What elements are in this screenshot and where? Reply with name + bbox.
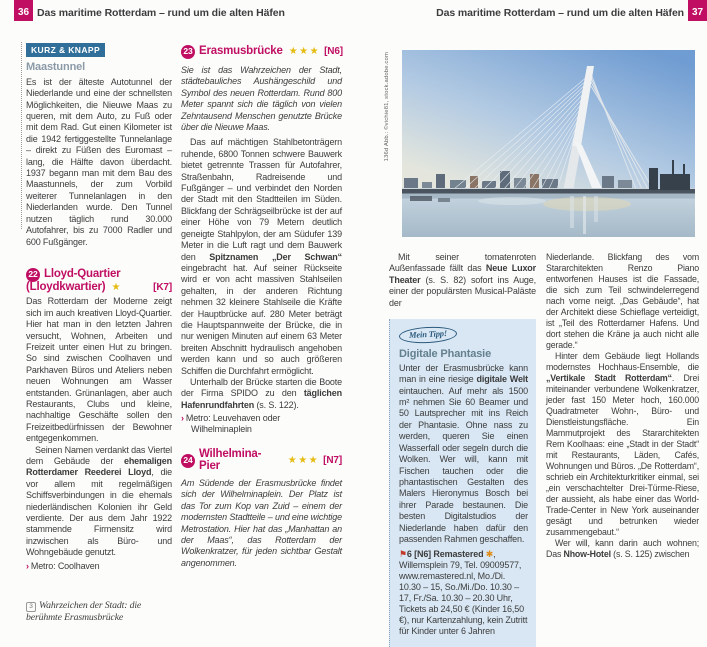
erasmus-bridge-photo (402, 50, 695, 237)
lloyd-paragraph-2: Seinen Namen verdankt das Viertel dem Gebäude der ehemaligen Rotterdamer Reederei Lloyd, die vor allem mit regelmäßigen Schiffsverbindungen in die ehemals niederländischen Kolonien ihr Geld verdiente. Der aus dem Jahr 1922 stammende Firmensitz wird inzwischen als Büro- und Wohngebäude genutzt. (26, 444, 173, 558)
star-rating: ★★★ (288, 46, 321, 58)
erasmus-intro: Sie ist das Wahrzeichen der Stadt, städtebauliches Aushängeschild und Symbol des neuen Rotterdam. Rund 800 Meter spannt sich die täglich von vielen Zehntausend Menschen genutzte Brücke über die Nieuwe Maas. (181, 65, 342, 133)
photo-caption-text: Wahrzeichen der Stadt: die berühmte Erasmusbrücke (26, 599, 142, 624)
photo-credit: 136d Abb.: ©vichie81, stock.adobe.com (384, 52, 390, 162)
section-title: Wilhelmina-Pier (199, 448, 262, 472)
rotterdam-paragraph-3: Wer will, kann darin auch wohnen; Das Nhow-Hotel (s. S. 125) zwischen (546, 538, 699, 559)
metro-line (26, 561, 172, 572)
section-wilhelmina-pier (181, 449, 342, 472)
column-left (26, 40, 172, 625)
mein-tipp-badge: Mein Tipp! (399, 326, 458, 345)
column-right-outer (546, 252, 699, 560)
section-erasmusbruecke (181, 45, 342, 59)
section-title: Erasmusbrücke (199, 45, 283, 58)
running-head-right: Das maritime Rotterdam – rund um die alten Häfen (436, 7, 684, 19)
metro-text: Metro: Coolhaven (30, 560, 100, 571)
star-rating: ★ (111, 281, 122, 293)
section-subtitle: (Lloydkwartier) (26, 280, 106, 293)
tip-box (389, 319, 536, 647)
tip-title: Digitale Phantasie (399, 348, 492, 361)
metro-text: Metro: Leuvehaven oder Wilhelminaplein (185, 413, 281, 435)
arrow-icon: › (181, 413, 184, 424)
photo-caption (26, 600, 166, 625)
arrow-icon: › (26, 560, 29, 571)
lloyd-paragraph-1: Das Rotterdam der Moderne zeigt sich im auch kreativen Lloyd-Quartier. Hier hat man in den letzten Jahren versucht, Wohnen, Arbeiten und Freizeit unter einen Hut zu bringen. So sind zwischen Coolhaven und Parkhaven Büros und Ateliers neben neuen Wohnungen am Wasser entstanden. Grünanlagen, aber auch Restaurants, Clubs und kleine, nachhaltige Geschäfte sollen den Freizeitbedürfnissen der Bewohner entgegenkommen. (26, 296, 172, 444)
map-grid-ref: [K7] (153, 281, 172, 293)
erasmus-paragraph-1: Das auf mächtigen Stahlbetonträgern ruhende, 6800 Tonnen schwere Bauwerk bietet getrennte Trassen für Autofahrer, Straßenbahn, Radreisende und Fußgänger – und verbindet den Norden der Stadt mit den Stadtteilen im Süden. Blickfang der Schrägseilbrücke ist der auf einer Höhe von 79 Metern deutlich geneigte Stahlpylon, der am Südufer 139 Meter in die Luft ragt und dem Bauwerk den Spitznamen „Der Schwan“ eingebracht hat. Auf seiner Rückseite wird er von acht massiven Stahlseilen gehalten, in der anderen Richtung nehmen 32 kleinere Stahlseile die Kräfte der Hauptbrücke auf. 280 Meter beträgt die Hauptspannweite der Brücke, die in nur wenigen Minuten auf einem 63 Meter breiten Abschnitt hydraulisch angehoben werden kann und so auch größeren Schiffen die Durchfahrt ermöglicht. (181, 137, 342, 376)
page-number-right: 37 (688, 0, 707, 21)
page-number-left: 36 (14, 0, 33, 21)
tip-info: ⚑6 [N6] Remastered ✱, Willemsplein 79, Tel. 09009577, www.remastered.nl, Mo./Di. 10.30 – 15, So./Mi./Do. 10.30 – 17, Fr./Sa. 10.30 – 20.30 Uhr, Tickets ab 24,50 € (Kinder 16,50 €), nur Kartenzahlung, kein Zutritt für Kinder unter 6 Jahren (399, 549, 528, 637)
metro-line (181, 413, 342, 435)
wilhelmina-intro: Am Südende der Erasmusbrücke findet sich der Wilhelminaplein. Der Platz ist das Tor zum Kop van Zuid – einem der modernsten Stadtteile – und eine wichtige Metrostation. Hier hat das „Manhattan an der Maas“, das Rotterdam der Wolkenkratzer, für jeden sichtbar Gestalt angenommen. (181, 478, 342, 568)
column-middle (181, 40, 342, 569)
luxor-paragraph: Mit seiner tomatenroten Außenfassade fällt das Neue Luxor Theater (s. S. 82) sofort ins Auge, einer der populärsten Musical-Paläste der (389, 252, 536, 308)
poi-number-badge: 24 (181, 454, 195, 468)
dotted-rule (21, 42, 22, 229)
tip-body: Unter der Erasmusbrücke kann man in eine riesige digitale Welt eintauchen. Auf mehr als 1500 m² nehmen Sie 60 Beamer und 50 Lautsprecher mit ins Reich der Phantasie. Ohne nass zu werden, queren Sie einen Wasserfall oder segeln durch die Wolken. Wer will, kann mit Fischen tauchen oder die phantastischen Gestalten des Malers Hieronymus Bosch bei ihrer Parade bestaunen. Die besten Digitalstudios der Niederlande haben dafür den passenden Rahmen geschaffen. (399, 362, 529, 544)
column-right-inner (389, 252, 536, 647)
tip-star-icon: ✱ (483, 549, 494, 560)
poi-number-badge: 23 (181, 45, 195, 59)
section-lloyd-quartier (26, 268, 172, 293)
poi-number-badge: 22 (26, 268, 40, 282)
running-head-left: Das maritime Rotterdam – rund um die alten Häfen (37, 7, 285, 19)
star-rating: ★★★ (287, 454, 320, 466)
map-grid-ref: [N7] (323, 454, 342, 466)
rotterdam-paragraph-2: Hinter dem Gebäude liegt Hollands modernstes Hochhaus-Ensemble, die „Vertikale Stadt Rotterdam“. Drei miteinander verbundene Wolkenkratzer, jeder fast 150 Meter hoch, 160.000 Quadratmeter Wohn-, Büro- und Dienstleistungsfläche. Ein Mammutprojekt des Stararchitekten Rem Koolhaas: eine „Stadt in der Stadt“ mit Restaurants, Läden, Cafés, Wohnungen und Büros. „De Rotterdam“, schrieb ein Architekturkritiker einmal, sei „ein verschachtelter Drei-Türme-Riese, der aussieht, als habe einer das World-Trade-Center in New York auseinander gesägt und betrunken wieder zusammengebaut.“ (546, 351, 699, 537)
rotterdam-paragraph-1: Niederlande. Blickfang des vom Stararchitekten Renzo Piano entworfenen Hauses ist die Fassade, die sich zum Teil schwindelerregend nach vorne neigt. „Das Gebäude“, hat der Architekt diese Schieflage verteidigt, ist „Teil des Rotterdamer Hafens. Und dort stehen die Kräne ja auch nicht alle gerade.“ (546, 252, 699, 350)
map-grid-ref: [N6] (324, 46, 343, 58)
erasmus-paragraph-2: Unterhalb der Brücke starten die Boote der Firma SPIDO zu den täglichen Hafenrundfahrten (s. S. 122). (181, 376, 342, 410)
maastunnel-heading: Maastunnel (26, 61, 86, 74)
map-pin-icon: ⚑ (399, 549, 407, 560)
photo-ref-icon: 3 (26, 602, 36, 612)
kurz-knapp-label: KURZ & KNAPP (26, 43, 105, 57)
section-title: Lloyd-Quartier (44, 268, 121, 281)
maastunnel-text: Es ist der älteste Autotunnel der Niederlande und eine der schnellsten Möglichkeiten, die Nieuwe Maas zu queren, mit dem Auto, zu Fuß oder mit dem Rad. Gut einen Kilometer ist die 1942 fertiggestellte Tunnelanlage – direkt zu Füßen des Euromast – lang, die Hälfte davon überdacht. 1937 begann man mit dem Bau des Maastunnels, der zum Vorbild weiterer Tunnelanlagen in den Niederlanden wurde. Den Tunnel nutzen täglich rund 30.000 Autofahrer, bis zu 7000 Radler und 600 Fußgänger. (26, 76, 172, 247)
